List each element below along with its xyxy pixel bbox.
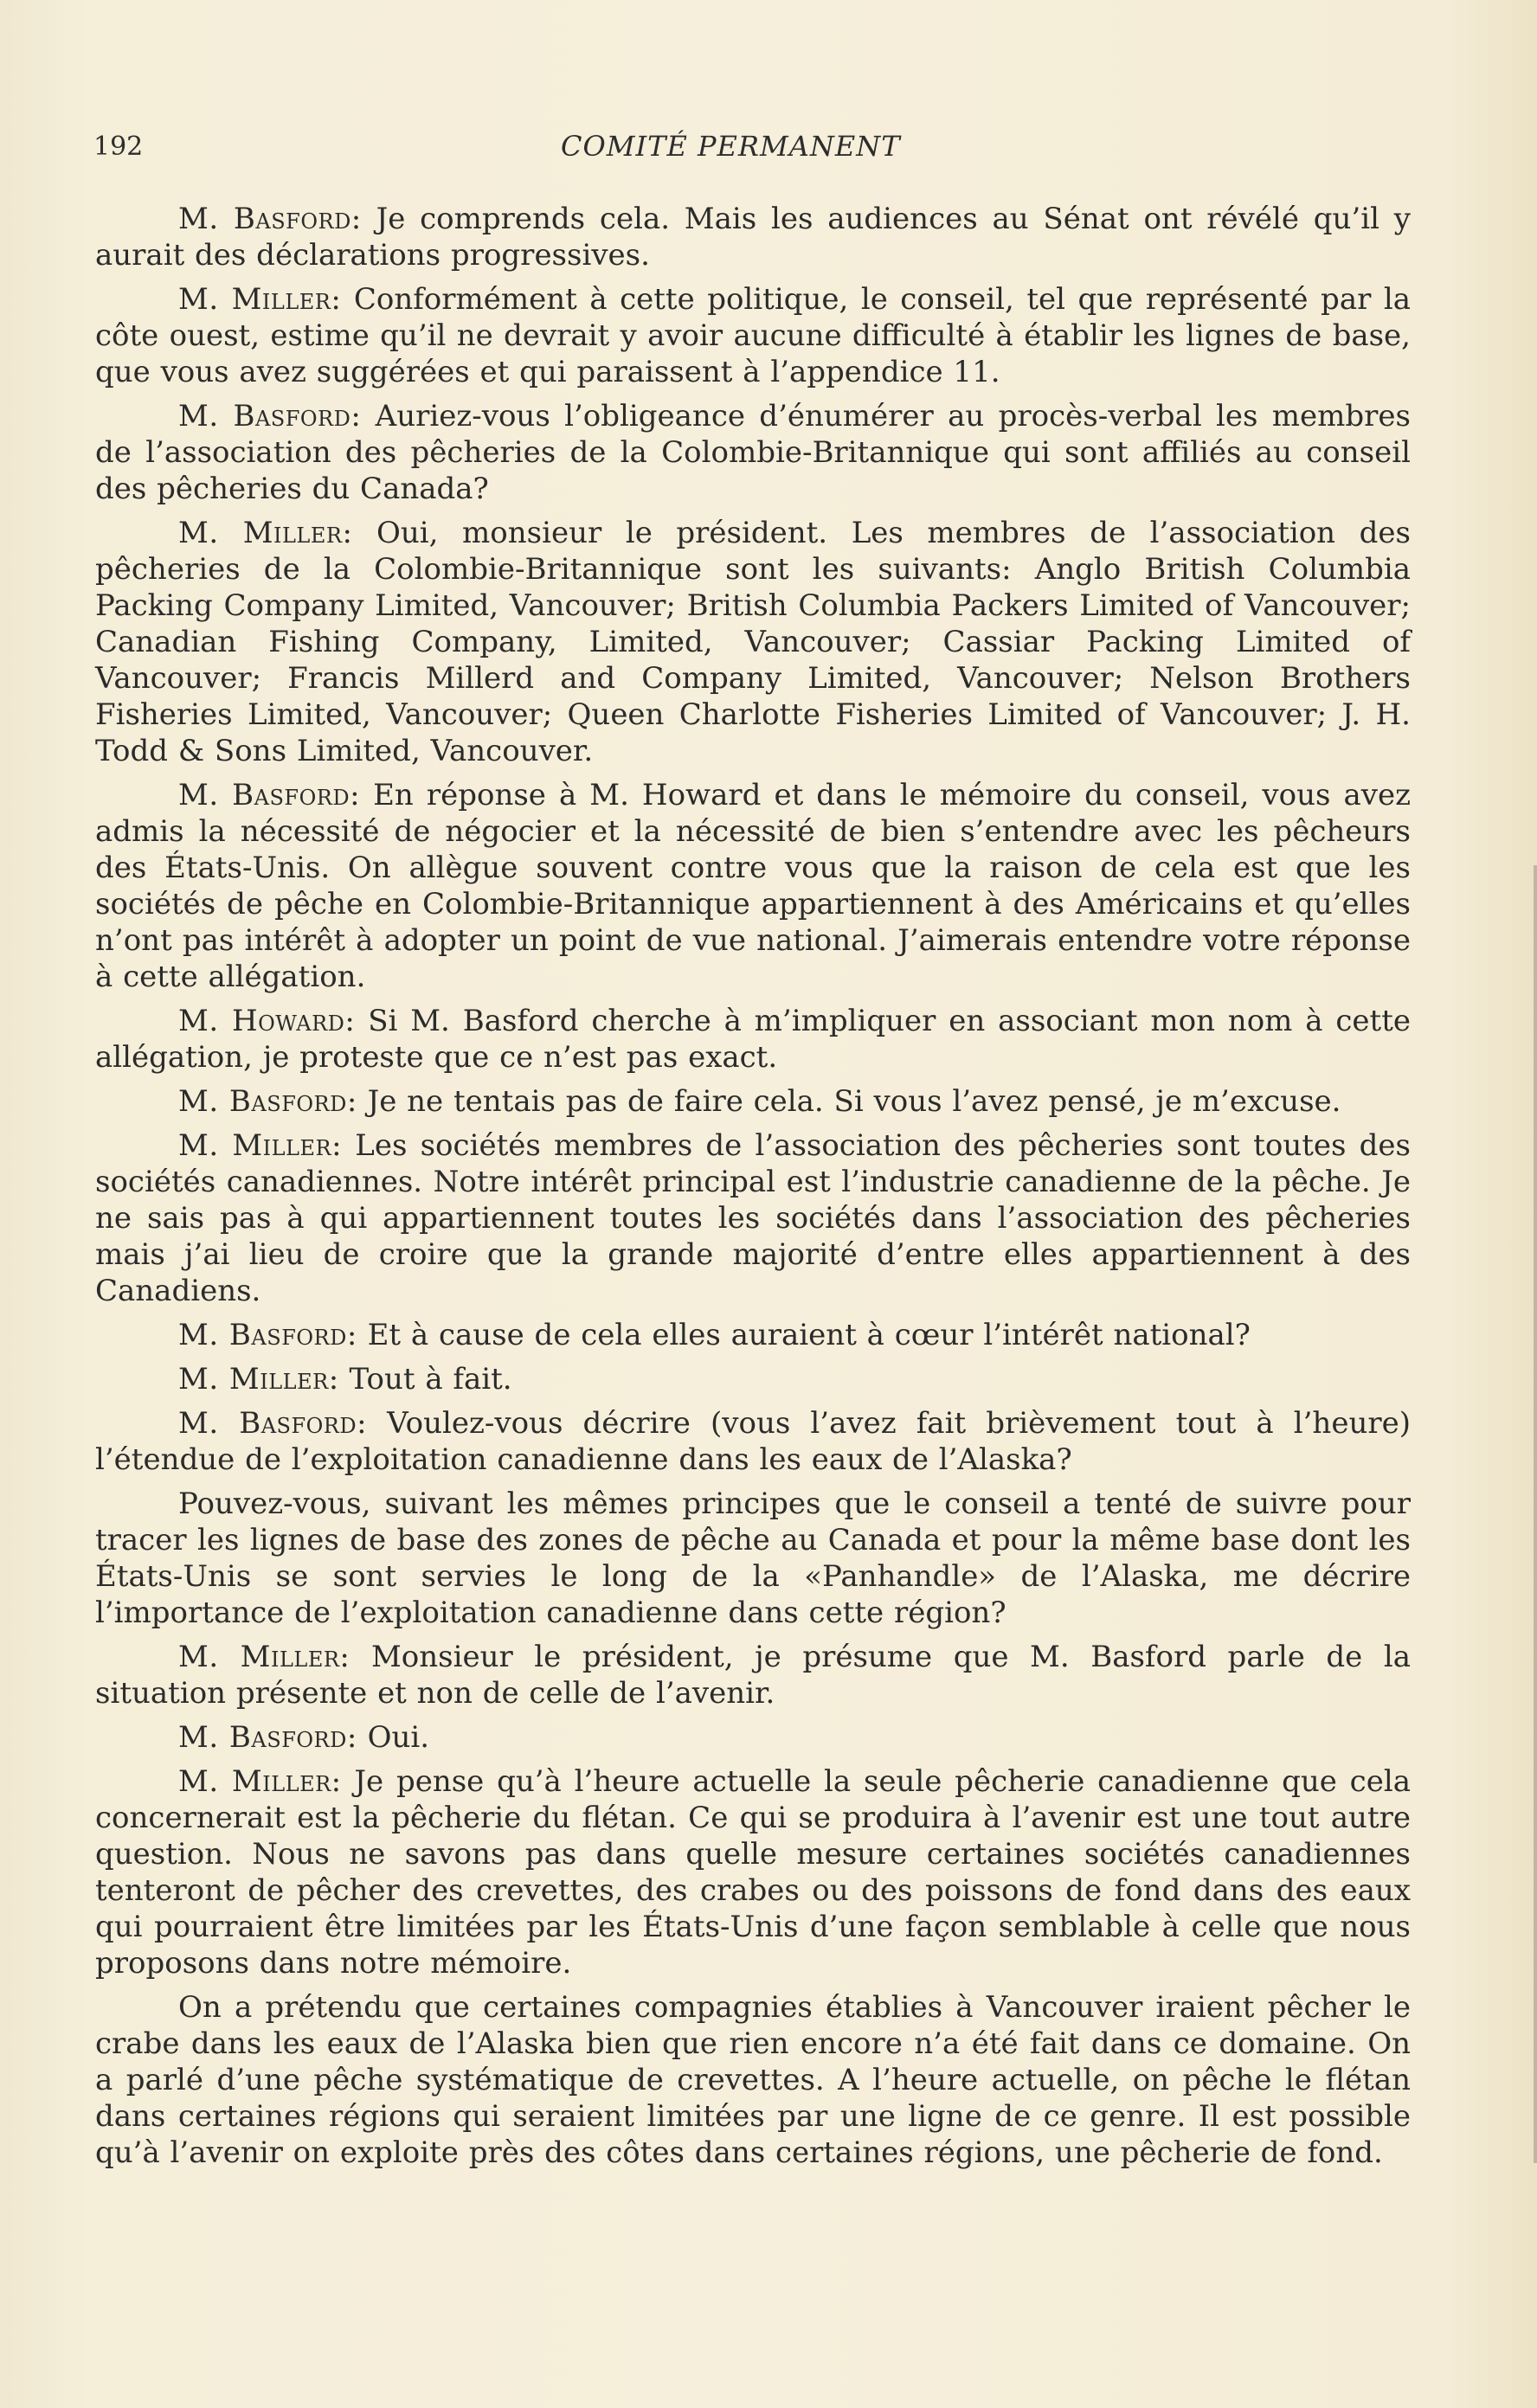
- paragraph-text: Monsieur le président, je présume que M. Basford parle de la situation présente et non de celle de l’avenir.: [95, 1640, 1411, 1711]
- paragraph: [95, 1317, 1411, 1353]
- paragraph-text: En réponse à M. Howard et dans le mémoire du conseil, vous avez admis la nécessité de négocier et la nécessité de bien s’entendre avec les pêcheurs des États-Unis. On allègue souvent contre vous que la raison de cela est que les sociétés de pêche en Colombie-Britannique appartiennent à des Américains et qu’elles n’ont pas intérêt à adopter un point de vue national. J’aimerais entendre votre réponse à cette allégation.: [95, 778, 1411, 994]
- body-text: [95, 201, 1411, 2179]
- speaker-name: M. Miller:: [178, 1362, 339, 1397]
- page-header: [93, 130, 1444, 173]
- paragraph: [95, 515, 1411, 769]
- paragraph: [95, 1719, 1411, 1756]
- paragraph: [95, 1003, 1411, 1076]
- paragraph-text: Les sociétés membres de l’association des pêcheries sont toutes des sociétés canadiennes. Notre intérêt principal est l’industrie canadienne de la pêche. Je ne sais pas à qui appartiennent toutes les sociétés dans l’association des pêcheries mais j’ai lieu de croire que la grande majorité d’entre elles appartiennent à des Canadiens.: [95, 1128, 1411, 1308]
- paragraph-text: Et à cause de cela elles auraient à cœur l’intérêt national?: [357, 1318, 1251, 1352]
- paragraph: [95, 201, 1411, 273]
- paragraph: [95, 1763, 1411, 1981]
- paragraph-text: Tout à fait.: [338, 1362, 512, 1397]
- speaker-name: M. Miller:: [178, 1764, 342, 1799]
- speaker-name: M. Basford:: [178, 1084, 357, 1119]
- paragraph-text: Pouvez-vous, suivant les mêmes principes que le conseil a tenté de suivre pour tracer les lignes de base des zones de pêche au Canada et pour la même base dont les États-Unis se sont servies le long de la «Panhandle» de l’Alaska, me décrire l’importance de l’exploitation canadienne dans cette région?: [95, 1487, 1411, 1630]
- paragraph: [95, 1405, 1411, 1478]
- page-number: 192: [93, 132, 144, 162]
- paragraph-text: Auriez-vous l’obligeance d’énumérer au procès-verbal les membres de l’association des pêcheries de la Colombie-Britannique qui sont affiliés au conseil des pêcheries du Canada?: [95, 399, 1411, 506]
- paragraph-text: Oui, monsieur le président. Les membres de l’association des pêcheries de la Colombie-Britannique sont les suivants: Anglo British Columbia Packing Company Limited, Vancouver; British Columbia Packers Limited of Vancouver; Canadian Fishing Company, Limited, Vancouver; Cassiar Packing Limited of Vancouver; Francis Millerd and Company Limited, Vancouver; Nelson Brothers Fisheries Limited, Vancouver; Queen Charlotte Fisheries Limited of Vancouver; J. H. Todd & Sons Limited, Vancouver.: [95, 516, 1411, 768]
- paragraph: [95, 281, 1411, 390]
- speaker-name: M. Miller:: [178, 282, 342, 317]
- paragraph-text: On a prétendu que certaines compagnies établies à Vancouver iraient pêcher le crabe dans les eaux de l’Alaska bien que rien encore n’a été fait dans ce domaine. On a parlé d’une pêche systématique de crevettes. A l’heure actuelle, on pêche le flétan dans certaines régions qui seraient limitées par une ligne de ce genre. Il est possible qu’à l’avenir on exploite près des côtes dans certaines régions, une pêcherie de fond.: [95, 1990, 1411, 2170]
- running-title: COMITÉ PERMANENT: [561, 130, 901, 163]
- paragraph: [95, 777, 1411, 995]
- paragraph-text: Je pense qu’à l’heure actuelle la seule pêcherie canadienne que cela concernerait est la pêcherie du flétan. Ce qui se produira à l’avenir est une tout autre question. Nous ne savons pas dans quelle mesure certaines sociétés canadiennes tenteront de pêcher des crevettes, des crabes ou des poissons de fond dans des eaux qui pourraient être limitées par les États-Unis d’une façon semblable à celle que nous proposons dans notre mémoire.: [95, 1764, 1411, 1981]
- paragraph: [95, 1361, 1411, 1397]
- speaker-name: M. Basford:: [178, 1720, 357, 1755]
- paragraph: [95, 1639, 1411, 1711]
- paragraph-text: Voulez-vous décrire (vous l’avez fait brièvement tout à l’heure) l’étendue de l’exploitation canadienne dans les eaux de l’Alaska?: [95, 1406, 1411, 1477]
- paragraph-text: Je ne tentais pas de faire cela. Si vous l’avez pensé, je m’excuse.: [357, 1084, 1341, 1119]
- paragraph: [95, 1989, 1411, 2171]
- speaker-name: M. Miller:: [178, 1640, 350, 1674]
- speaker-name: M. Basford:: [178, 1318, 357, 1352]
- speaker-name: M. Basford:: [178, 778, 361, 812]
- paragraph: [95, 1127, 1411, 1309]
- paragraph-text: Conformément à cette politique, le conseil, tel que représenté par la côte ouest, estime qu’il ne devrait y avoir aucune difficulté à établir les lignes de base, que vous avez suggérées et qui paraissent à l’appendice 11.: [95, 282, 1411, 389]
- page-edge-shadow: [1534, 865, 1537, 2163]
- speaker-name: M. Miller:: [178, 1128, 343, 1163]
- paragraph-text: Oui.: [357, 1720, 430, 1755]
- speaker-name: M. Miller:: [178, 516, 353, 550]
- paragraph-text: Si M. Basford cherche à m’impliquer en associant mon nom à cette allégation, je proteste que ce n’est pas exact.: [95, 1004, 1412, 1075]
- speaker-name: M. Howard:: [178, 1004, 356, 1038]
- speaker-name: M. Basford:: [178, 399, 362, 433]
- paragraph: [95, 1083, 1411, 1120]
- speaker-name: M. Basford:: [178, 202, 362, 236]
- paragraph: [95, 1486, 1411, 1631]
- speaker-name: M. Basford:: [178, 1406, 368, 1441]
- paragraph-text: Je comprends cela. Mais les audiences au Sénat ont révélé qu’il y aurait des déclarations progressives.: [95, 202, 1411, 273]
- paragraph: [95, 398, 1411, 507]
